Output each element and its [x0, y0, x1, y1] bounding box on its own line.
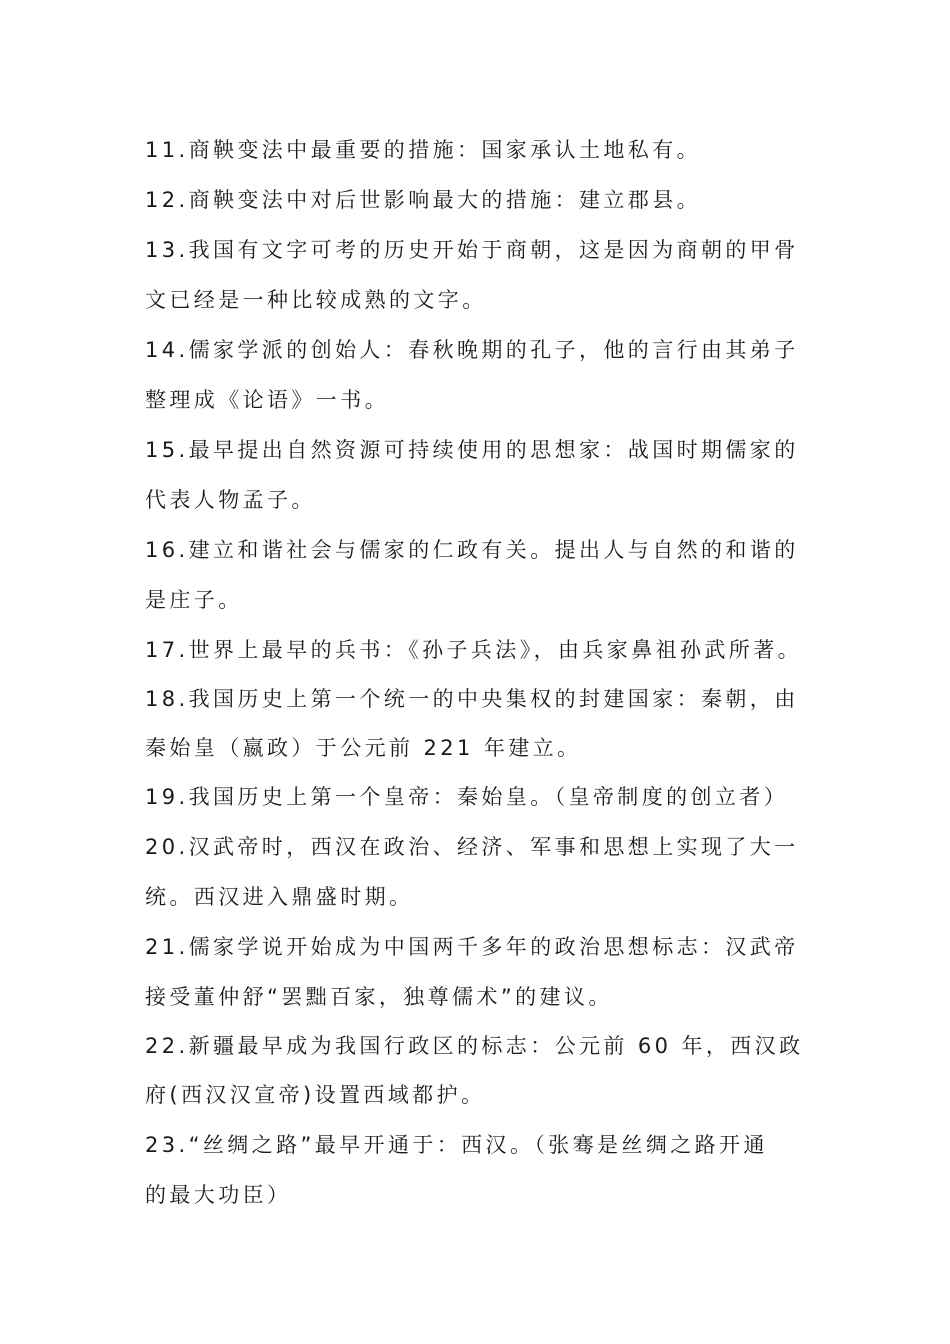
text-line: 秦始皇（嬴政）于公元前 221 年建立。 [145, 736, 582, 760]
text-line: 文已经是一种比较成熟的文字。 [145, 288, 487, 312]
text-line: 13.我国有文字可考的历史开始于商朝，这是因为商朝的甲骨 [145, 238, 799, 262]
text-line: 15.最早提出自然资源可持续使用的思想家：战国时期儒家的 [145, 438, 799, 462]
text-line: 23.“丝绸之路”最早开通于：西汉。（张骞是丝绸之路开通 [145, 1133, 768, 1157]
text-line: 整理成《论语》一书。 [145, 388, 389, 412]
text-line: 21.儒家学说开始成为中国两千多年的政治思想标志：汉武帝 [145, 935, 799, 959]
text-line: 19.我国历史上第一个皇帝：秦始皇。（皇帝制度的创立者） [145, 785, 789, 809]
text-line: 14.儒家学派的创始人：春秋晚期的孔子，他的言行由其弟子 [145, 338, 799, 362]
text-line: 接受董仲舒“罢黜百家，独尊儒术”的建议。 [145, 985, 613, 1009]
text-line: 11.商鞅变法中最重要的措施：国家承认土地私有。 [145, 138, 701, 162]
text-line: 18.我国历史上第一个统一的中央集权的封建国家：秦朝，由 [145, 687, 799, 711]
text-line: 是庄子。 [145, 588, 243, 612]
text-line: 17.世界上最早的兵书：《孙子兵法》，由兵家鼻祖孙武所著。 [145, 638, 802, 662]
text-line: 20.汉武帝时，西汉在政治、经济、军事和思想上实现了大一 [145, 835, 799, 859]
text-line: 代表人物孟子。 [145, 488, 316, 512]
text-line: 22.新疆最早成为我国行政区的标志：公元前 60 年，西汉政 [145, 1034, 804, 1058]
text-line: 的最大功臣） [145, 1183, 292, 1207]
text-line: 12.商鞅变法中对后世影响最大的措施：建立郡县。 [145, 188, 701, 212]
text-line: 统。西汉进入鼎盛时期。 [145, 885, 414, 909]
text-line: 府(西汉汉宣帝)设置西域都护。 [145, 1083, 486, 1107]
text-line: 16.建立和谐社会与儒家的仁政有关。提出人与自然的和谐的 [145, 538, 799, 562]
